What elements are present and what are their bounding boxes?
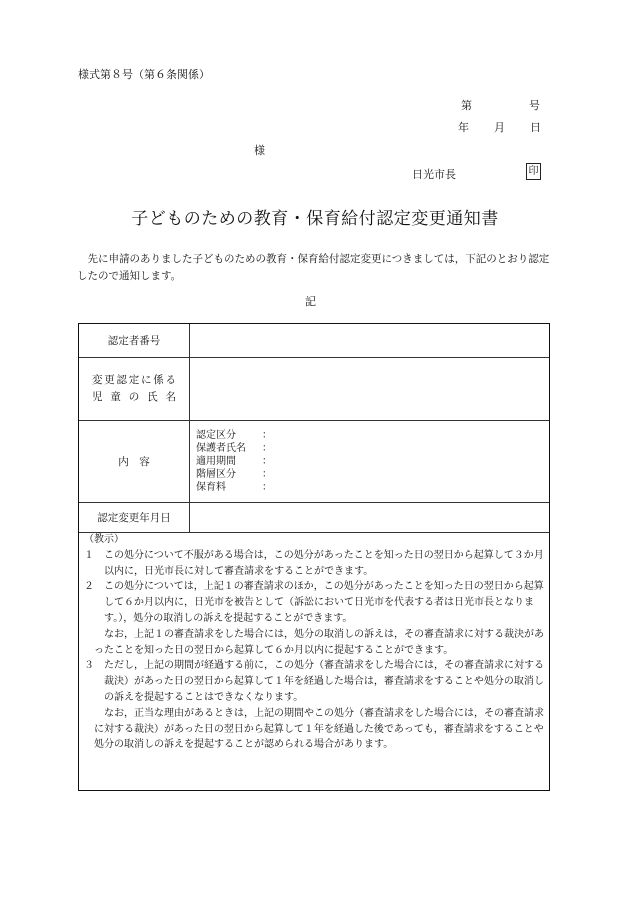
form-number: 様式第８号（第６条関係）	[78, 68, 210, 81]
content-label: 内 容	[79, 421, 190, 503]
document-title: 子どものための教育・保育給付認定変更通知書	[131, 209, 499, 229]
note-item: １ この処分について不服がある場合は，この処分があったことを知った日の翌日から起算して３か月以内に，日光市長に対して審査請求をすることができます。	[84, 549, 544, 577]
note-subparagraph: なお，正当な理由があるときは，上記の期間やこの処分（審査請求をした場合には，その審査請求に対する裁決）があった日の翌日から起算して１年を経過した後であっても，審査請求をすることや処分の取消しの訴えを提起することが認められる場合があります。	[94, 707, 544, 751]
seal-stamp: 印	[526, 163, 541, 180]
notes-heading: （教示）	[84, 534, 124, 545]
ki-mark: 記	[305, 295, 316, 308]
content-item: 認定区分 ：	[196, 430, 272, 441]
note-subparagraph: なお，上記１の審査請求をした場合には，処分の取消しの訴えは，その審査請求に対する裁決があったことを知った日の翌日から起算して６か月以内に提起することができます。	[94, 628, 544, 656]
instruction-notes	[84, 532, 546, 753]
content-item: 適用期間 ：	[196, 456, 272, 467]
note-item: ２ この処分については，上記１の審査請求のほか，この処分があったことを知った日の翌日から起算して６か月以内に，日光市を被告として（訴訟において日光市を代表する者は日光市長となります。），処分の取消しの訴えを提起することができます。	[84, 581, 544, 624]
intro-paragraph: 先に申請のありました子どものための教育・保育給付認定変更につきましては，下記のとおり認定したので通知します。	[77, 253, 550, 282]
date-year-label: 年	[458, 121, 469, 134]
note-item: ３ ただし，上記の期間が経過する前に，この処分（審査請求をした場合には，その審査請求に対する裁決）があった日の翌日から起算して１年を経過した場合は，審査請求をすることや処分の取消しの訴えを提起することはできなくなります。	[84, 660, 544, 703]
date-day-label: 日	[530, 121, 541, 134]
number-label-prefix: 第	[461, 99, 472, 112]
content-item: 保護者氏名 ：	[196, 443, 272, 454]
cert-number-label: 認定者番号	[79, 324, 190, 358]
child-name-label-line2: 児童の氏名	[92, 391, 176, 403]
recipient-suffix: 様	[254, 144, 265, 157]
change-date-label: 認定変更年月日	[79, 503, 190, 533]
child-name-label-line1: 変更認定に係る	[92, 374, 176, 386]
date-month-label: 月	[494, 121, 505, 134]
number-label-suffix: 号	[529, 99, 540, 112]
issuer-name: 日光市長	[412, 168, 456, 181]
content-item: 階層区分 ：	[196, 469, 272, 480]
content-item: 保育料 ：	[196, 482, 272, 493]
